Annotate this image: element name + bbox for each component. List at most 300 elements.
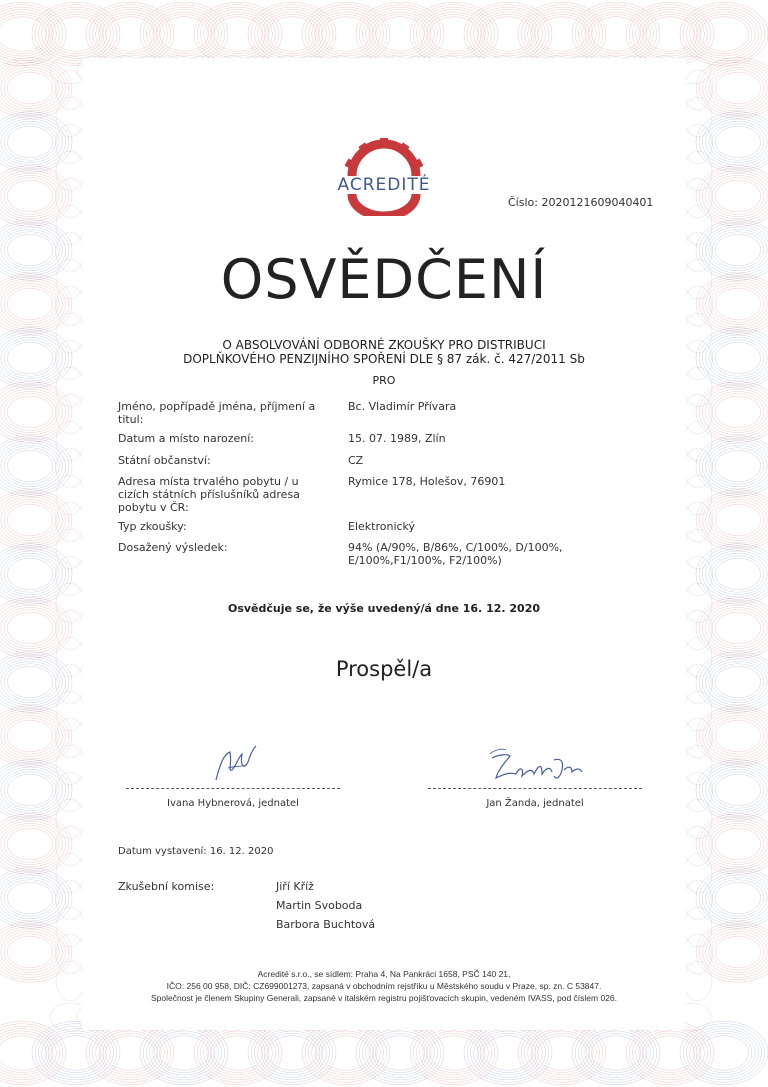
guilloche-ring — [712, 718, 764, 754]
guilloche-ring — [7, 882, 53, 914]
detail-label: Datum a místo narození: — [118, 432, 254, 445]
guilloche-ring — [200, 1026, 275, 1080]
guilloche-ring — [0, 60, 69, 116]
guilloche-ring — [699, 546, 768, 602]
guilloche-ring — [251, 1024, 333, 1083]
guilloche-ring — [715, 180, 761, 212]
guilloche-ring — [632, 7, 707, 61]
guilloche-ring — [693, 12, 755, 56]
guilloche-ring — [99, 1031, 161, 1075]
guilloche-ring — [92, 1026, 167, 1080]
guilloche-ring — [56, 421, 84, 461]
guilloche-ring — [712, 880, 764, 916]
guilloche-ring — [0, 112, 72, 172]
guilloche-ring — [0, 438, 69, 494]
guilloche-ring — [715, 936, 761, 968]
guilloche-ring — [4, 70, 56, 106]
guilloche-ring — [4, 448, 56, 484]
guilloche-ring — [4, 880, 56, 916]
guilloche-ring — [7, 450, 53, 482]
guilloche-ring — [0, 767, 62, 813]
guilloche-ring — [715, 882, 761, 914]
guilloche-ring — [254, 1026, 329, 1080]
guilloche-ring — [699, 384, 768, 440]
subtitle-line-2: DOPLŇKOVÉHO PENZIJNÍHO SPOŘENÍ DLE § 87 zák. č. 427/2011 Sb — [183, 352, 585, 366]
guilloche-ring — [56, 124, 84, 164]
guilloche-ring — [696, 382, 768, 442]
guilloche-ring — [696, 58, 768, 118]
guilloche-ring — [709, 499, 767, 540]
guilloche-ring — [429, 1036, 479, 1071]
guilloche-ring — [715, 126, 761, 158]
guilloche-ring — [477, 12, 539, 56]
guilloche-ring — [683, 1024, 765, 1083]
guilloche-ring — [35, 1024, 117, 1083]
committee-member: Martin Svoboda — [276, 899, 363, 912]
signature-block-right — [428, 740, 642, 809]
guilloche-ring — [712, 394, 764, 430]
guilloche-ring — [684, 610, 712, 650]
signature-line — [428, 788, 642, 789]
guilloche-ring — [709, 391, 767, 432]
guilloche-ring — [575, 5, 657, 64]
guilloche-ring — [0, 119, 62, 165]
guilloche-ring — [629, 5, 711, 64]
guilloche-ring — [684, 853, 712, 893]
guilloche-ring — [4, 394, 56, 430]
guilloche-ring — [684, 70, 712, 110]
guilloche-ring — [56, 97, 84, 137]
guilloche-ring — [153, 1031, 215, 1075]
guilloche-ring — [470, 1026, 545, 1080]
guilloche-ring — [321, 1036, 371, 1071]
guilloche-ring — [1, 769, 59, 810]
guilloche-ring — [7, 828, 53, 860]
guilloche-ring — [483, 1036, 533, 1071]
guilloche-ring — [7, 180, 53, 212]
guilloche-ring — [524, 1026, 599, 1080]
guilloche-ring — [261, 12, 323, 56]
guilloche-ring — [684, 718, 712, 758]
detail-label: Dosažený výsledek: — [118, 541, 228, 554]
guilloche-ring — [207, 12, 269, 56]
guilloche-ring — [143, 5, 225, 64]
signature-block-left — [126, 740, 340, 809]
guilloche-ring — [56, 691, 84, 731]
guilloche-ring — [696, 706, 768, 766]
guilloche-ring — [1, 175, 59, 216]
guilloche-ring — [712, 826, 764, 862]
guilloche-ring — [89, 5, 171, 64]
guilloche-ring — [684, 502, 712, 542]
footer-line-1: Acredité s.r.o., se sídlem: Praha 4, Na Pankráci 1658, PSČ 140 21, — [257, 969, 511, 979]
guilloche-ring — [362, 7, 437, 61]
guilloche-ring — [153, 12, 215, 56]
guilloche-ring — [684, 124, 712, 164]
guilloche-ring — [1, 391, 59, 432]
guilloche-ring — [709, 445, 767, 486]
guilloche-ring — [0, 868, 72, 928]
guilloche-ring — [0, 544, 72, 604]
guilloche-ring — [696, 490, 768, 550]
guilloche-ring — [699, 816, 768, 872]
committee-members — [276, 880, 375, 937]
guilloche-ring — [51, 1036, 101, 1071]
guilloche-ring — [1, 931, 59, 972]
footer-line-3: Společnost je členem Skupiny Generali, zapsané v italském registru pojišťovacích skupin, vedeném IVASS, pod číslem 026. — [150, 993, 618, 1003]
guilloche-ring — [197, 1024, 279, 1083]
guilloche-ring — [7, 558, 53, 590]
guilloche-ring — [0, 492, 69, 548]
guilloche-ring — [712, 772, 764, 808]
guilloche-ring — [56, 448, 84, 488]
guilloche-ring — [0, 816, 69, 872]
guilloche-ring — [712, 556, 764, 592]
guilloche-ring — [0, 1036, 47, 1071]
guilloche-ring — [575, 1024, 657, 1083]
guilloche-ring — [213, 1036, 263, 1071]
guilloche-ring — [709, 121, 767, 162]
guilloche-ring — [684, 97, 712, 137]
guilloche-ring — [699, 114, 768, 170]
guilloche-ring — [684, 745, 712, 785]
guilloche-ring — [709, 67, 767, 108]
guilloche-ring — [696, 112, 768, 172]
committee-member: Barbora Buchtová — [276, 918, 376, 931]
guilloche-ring — [56, 718, 84, 758]
guilloche-ring — [709, 553, 767, 594]
guilloche-ring — [429, 17, 479, 52]
guilloche-ring — [706, 65, 768, 111]
guilloche-ring — [684, 151, 712, 191]
guilloche-ring — [197, 5, 279, 64]
guilloche-ring — [699, 762, 768, 818]
guilloche-ring — [321, 17, 371, 52]
guilloche-ring — [684, 907, 712, 947]
guilloche-ring — [715, 396, 761, 428]
guilloche-ring — [416, 1026, 491, 1080]
guilloche-ring — [99, 12, 161, 56]
guilloche-ring — [712, 448, 764, 484]
guilloche-ring — [207, 1031, 269, 1075]
guilloche-ring — [521, 5, 603, 64]
subtitle-line-3: PRO — [372, 374, 396, 387]
guilloche-ring — [423, 12, 485, 56]
guilloche-ring — [261, 1031, 323, 1075]
guilloche-ring — [684, 826, 712, 866]
guilloche-ring — [629, 1024, 711, 1083]
guilloche-ring — [56, 556, 84, 596]
detail-label: Typ zkoušky: — [118, 520, 187, 533]
guilloche-ring — [4, 934, 56, 970]
detail-value: 94% (A/90%, B/86%, C/100%, D/100%, E/100%,F1/100%, F2/100%) — [348, 541, 563, 567]
guilloche-ring — [699, 168, 768, 224]
guilloche-ring — [684, 205, 712, 245]
guilloche-ring — [0, 166, 72, 226]
guilloche-ring — [645, 1036, 695, 1071]
guilloche-ring — [267, 17, 317, 52]
guilloche-ring — [0, 708, 69, 764]
guilloche-ring — [56, 745, 84, 785]
guilloche-ring — [0, 389, 62, 435]
guilloche-ring — [684, 178, 712, 218]
guilloche-ring — [315, 12, 377, 56]
guilloche-ring — [92, 7, 167, 61]
guilloche-ring — [375, 17, 425, 52]
guilloche-ring — [369, 1031, 431, 1075]
guilloche-ring — [1, 445, 59, 486]
guilloche-ring — [684, 394, 712, 434]
guilloche-ring — [7, 126, 53, 158]
guilloche-ring — [712, 610, 764, 646]
guilloche-ring — [4, 124, 56, 160]
guilloche-ring — [585, 1031, 647, 1075]
guilloche-ring — [696, 868, 768, 928]
guilloche-ring — [683, 5, 765, 64]
detail-value: CZ — [348, 454, 364, 467]
guilloche-ring — [7, 612, 53, 644]
guilloche-ring — [715, 504, 761, 536]
guilloche-ring — [699, 870, 768, 926]
guilloche-ring — [684, 475, 712, 515]
guilloche-ring — [7, 720, 53, 752]
guilloche-ring — [686, 7, 761, 61]
guilloche-ring — [578, 1026, 653, 1080]
guilloche-ring — [715, 612, 761, 644]
guilloche-ring — [308, 7, 383, 61]
guilloche-ring — [0, 17, 47, 52]
guilloche-ring — [709, 877, 767, 918]
guilloche-ring — [715, 72, 761, 104]
guilloche-ring — [715, 774, 761, 806]
guilloche-ring — [0, 870, 69, 926]
detail-label: Jméno, popřípadě jména, příjmení a titul: — [118, 400, 316, 426]
guilloche-ring — [7, 936, 53, 968]
guilloche-ring — [0, 762, 69, 818]
guilloche-ring — [1, 553, 59, 594]
guilloche-ring — [105, 1036, 155, 1071]
guilloche-ring — [146, 7, 221, 61]
guilloche-ring — [696, 544, 768, 604]
guilloche-ring — [359, 1024, 441, 1083]
detail-label: Adresa místa trvalého pobytu / u cizích státních příslušníků adresa pobytu v ČR: — [118, 475, 300, 514]
guilloche-ring — [56, 529, 84, 569]
guilloche-ring — [537, 17, 587, 52]
guilloche-ring — [413, 1024, 495, 1083]
guilloche-ring — [0, 114, 69, 170]
guilloche-ring — [56, 610, 84, 650]
guilloche-ring — [1, 823, 59, 864]
detail-label: Státní občanství: — [118, 454, 211, 467]
guilloche-ring — [578, 7, 653, 61]
guilloche-ring — [470, 7, 545, 61]
guilloche-ring — [684, 556, 712, 596]
guilloche-ring — [699, 438, 768, 494]
guilloche-ring — [684, 448, 712, 488]
guilloche-ring — [7, 396, 53, 428]
detail-value: Bc. Vladimír Přívara — [348, 400, 457, 413]
signatory-right-name: Jan Žanda, jednatel — [486, 798, 584, 809]
guilloche-ring — [0, 490, 72, 550]
guilloche-ring — [200, 7, 275, 61]
guilloche-ring — [591, 1036, 641, 1071]
guilloche-ring — [416, 7, 491, 61]
acredite-logo — [330, 138, 438, 216]
guilloche-ring — [4, 718, 56, 754]
detail-value: Elektronický — [348, 520, 416, 533]
signatory-left-name: Ivana Hybnerová, jednatel — [167, 798, 299, 809]
guilloche-ring — [706, 443, 768, 489]
guilloche-ring — [0, 814, 72, 874]
guilloche-ring — [706, 713, 768, 759]
guilloche-ring — [308, 1026, 383, 1080]
guilloche-ring — [706, 767, 768, 813]
guilloche-ring — [715, 450, 761, 482]
guilloche-ring — [706, 497, 768, 543]
detail-value: Rymice 178, Holešov, 76901 — [348, 475, 506, 488]
guilloche-ring — [56, 151, 84, 191]
guilloche-ring — [483, 17, 533, 52]
guilloche-ring — [1, 877, 59, 918]
guilloche-ring — [213, 17, 263, 52]
guilloche-ring — [706, 821, 768, 867]
guilloche-ring — [715, 720, 761, 752]
guilloche-ring — [1, 499, 59, 540]
guilloche-ring — [56, 205, 84, 245]
guilloche-ring — [56, 70, 84, 110]
detail-value: 15. 07. 1989, Zlín — [348, 432, 446, 445]
guilloche-ring — [684, 772, 712, 812]
guilloche-ring — [254, 7, 329, 61]
guilloche-ring — [4, 610, 56, 646]
guilloche-ring — [146, 1026, 221, 1080]
guilloche-ring — [699, 492, 768, 548]
guilloche-ring — [693, 1031, 755, 1075]
guilloche-ring — [585, 12, 647, 56]
guilloche-ring — [531, 12, 593, 56]
guilloche-ring — [0, 551, 62, 597]
guilloche-ring — [699, 60, 768, 116]
guilloche-ring — [38, 1026, 113, 1080]
guilloche-ring — [709, 823, 767, 864]
committee-member: Jiří Kříž — [276, 880, 314, 893]
guilloche-ring — [537, 1036, 587, 1071]
guilloche-ring — [0, 168, 69, 224]
guilloche-ring — [89, 1024, 171, 1083]
guilloche-ring — [696, 814, 768, 874]
guilloche-ring — [305, 5, 387, 64]
guilloche-ring — [684, 421, 712, 461]
guilloche-ring — [477, 1031, 539, 1075]
guilloche-ring — [706, 551, 768, 597]
guilloche-ring — [56, 826, 84, 866]
guilloche-ring — [712, 70, 764, 106]
guilloche-ring — [56, 502, 84, 542]
guilloche-ring — [4, 772, 56, 808]
guilloche-ring — [0, 58, 72, 118]
guilloche-ring — [375, 1036, 425, 1071]
guilloche-ring — [699, 1036, 749, 1071]
guilloche-ring — [56, 178, 84, 218]
guilloche-ring — [0, 546, 69, 602]
guilloche-ring — [4, 178, 56, 214]
guilloche-ring — [715, 828, 761, 860]
certification-statement: Osvědčuje se, že výše uvedený/á dne 16. 12. 2020 — [227, 602, 540, 615]
guilloche-ring — [159, 1036, 209, 1071]
guilloche-ring — [521, 1024, 603, 1083]
guilloche-ring — [305, 1024, 387, 1083]
guilloche-ring — [7, 774, 53, 806]
guilloche-ring — [4, 826, 56, 862]
guilloche-ring — [369, 12, 431, 56]
logo-text: ACREDITÉ — [337, 175, 431, 195]
guilloche-ring — [0, 436, 72, 496]
signature-line — [126, 788, 340, 789]
guilloche-ring — [706, 173, 768, 219]
guilloche-ring — [359, 5, 441, 64]
guilloche-ring — [639, 12, 701, 56]
guilloche-ring — [645, 17, 695, 52]
signature-left-image — [188, 740, 278, 786]
guilloche-ring — [143, 1024, 225, 1083]
guilloche-ring — [684, 799, 712, 839]
guilloche-ring — [684, 691, 712, 731]
guilloche-ring — [0, 443, 62, 489]
guilloche-ring — [159, 17, 209, 52]
guilloche-ring — [1, 121, 59, 162]
guilloche-ring — [7, 504, 53, 536]
guilloche-ring — [51, 17, 101, 52]
guilloche-ring — [0, 1033, 50, 1072]
guilloche-ring — [0, 2, 66, 65]
guilloche-ring — [0, 384, 69, 440]
guilloche-ring — [712, 502, 764, 538]
guilloche-ring — [467, 5, 549, 64]
guilloche-ring — [38, 7, 113, 61]
guilloche-ring — [709, 715, 767, 756]
guilloche-ring — [706, 119, 768, 165]
guilloche-ring — [712, 178, 764, 214]
guilloche-ring — [4, 502, 56, 538]
guilloche-ring — [56, 880, 84, 920]
guilloche-ring — [56, 772, 84, 812]
guilloche-ring — [35, 5, 117, 64]
guilloche-ring — [467, 1024, 549, 1083]
guilloche-ring — [0, 821, 62, 867]
committee-label: Zkušební komise: — [118, 880, 215, 893]
guilloche-ring — [1, 715, 59, 756]
guilloche-ring — [413, 5, 495, 64]
guilloche-ring — [56, 853, 84, 893]
guilloche-ring — [699, 17, 749, 52]
guilloche-ring — [709, 931, 767, 972]
guilloche-ring — [7, 72, 53, 104]
subtitle-line-1: O ABSOLVOVÁNÍ ODBORNÉ ZKOUŠKY PRO DISTRIBUCI — [222, 338, 546, 352]
guilloche-ring — [0, 382, 72, 442]
guilloche-ring — [0, 706, 72, 766]
footer-line-2: IČO: 256 00 958, DIČ: CZ699001273, zapsaná v obchodním rejstříku u Městského soudu v Praze, sp. zn. C 53847. — [166, 981, 602, 991]
guilloche-ring — [4, 556, 56, 592]
guilloche-ring — [712, 934, 764, 970]
guilloche-ring — [531, 1031, 593, 1075]
guilloche-ring — [0, 65, 62, 111]
guilloche-ring — [696, 166, 768, 226]
guilloche-ring — [0, 1021, 66, 1084]
guilloche-ring — [423, 1031, 485, 1075]
guilloche-ring — [591, 17, 641, 52]
guilloche-ring — [712, 124, 764, 160]
guilloche-ring — [0, 713, 62, 759]
